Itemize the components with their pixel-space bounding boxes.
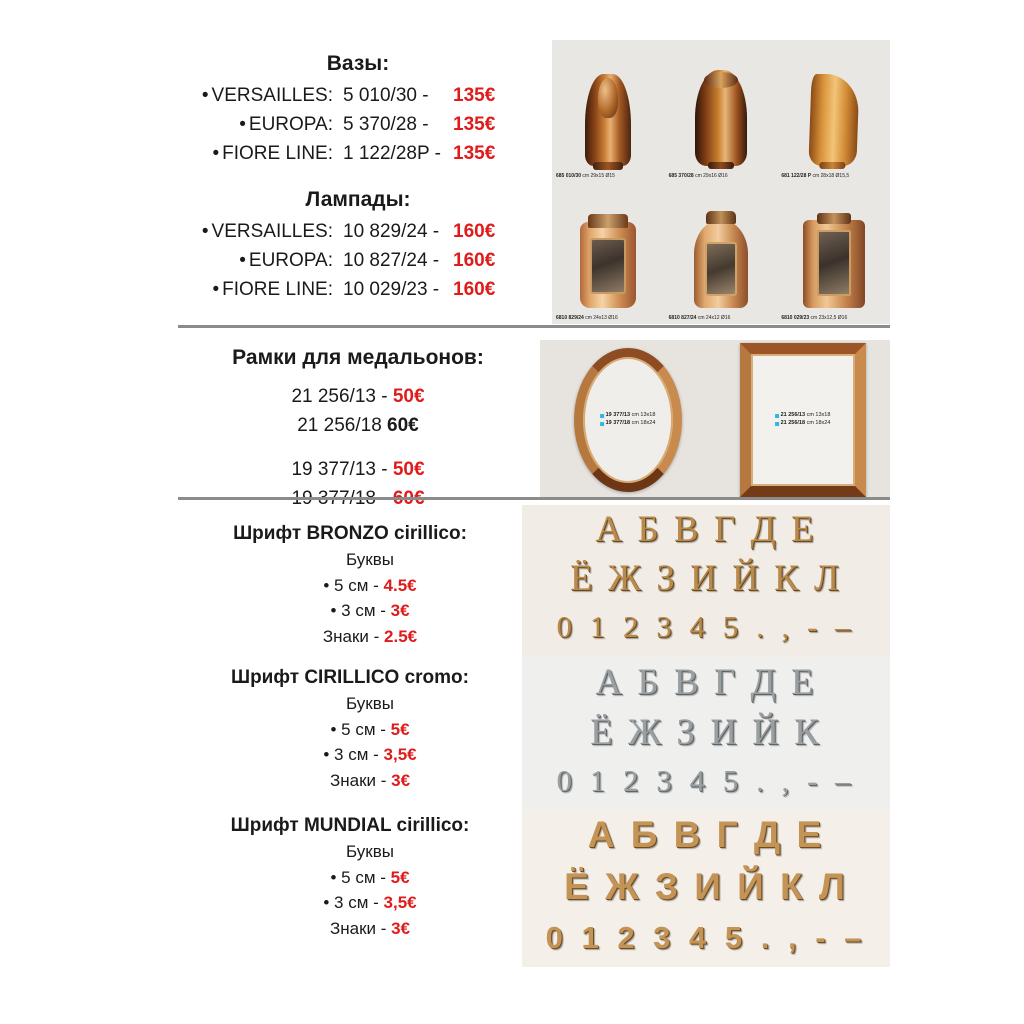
- lamps-row-code: 10 829/24 -: [343, 221, 440, 242]
- lamps-row-name: • VERSAILLES:: [201, 221, 333, 242]
- photo-caption: 6810 827/24 cm 24x12 Ø16: [668, 315, 731, 321]
- photo-caption: 6810 029/23 cm 23x12,5 Ø16: [781, 315, 848, 321]
- font-block-mundial: [178, 815, 522, 941]
- font-sample-row: 0 1 2 3 4 5 . , - –: [556, 609, 856, 644]
- divider-1: [178, 325, 890, 328]
- vases-row-price: 135€: [453, 142, 496, 164]
- frames-photo-panel: [540, 340, 890, 500]
- frame-label: 19 377/13 cm 13x18: [600, 412, 656, 420]
- font-block-cromo: [178, 667, 522, 793]
- font-sample-cromo: [522, 657, 890, 809]
- font-price-row: • 3 см - 3€: [330, 601, 410, 620]
- lamps-row-name: • FIORE LINE:: [212, 278, 333, 300]
- vases-title: Вазы:: [326, 52, 390, 75]
- photo-caption: 685 370/28 cm 29x16 Ø16: [668, 173, 728, 179]
- font-block-title: Шрифт CIRILLICO cromo:: [230, 667, 469, 688]
- font-sample-row: А Б В Г Д Е: [595, 661, 817, 703]
- font-block-title: Шрифт BRONZO cirillico:: [233, 523, 467, 544]
- lamps-row: [178, 276, 538, 305]
- product-photo-oval-frame: [540, 340, 715, 500]
- lamps-text-block: [178, 188, 538, 305]
- vases-row-name: • FIORE LINE:: [212, 142, 333, 164]
- frame-label-group: [775, 412, 831, 428]
- font-letters-label: Буквы: [346, 550, 394, 569]
- font-price-row: Знаки - 3€: [329, 918, 411, 938]
- font-sample-mundial: [522, 809, 890, 967]
- lamps-row-code: 10 827/24 -: [343, 249, 440, 271]
- font-price-row: • 3 см - 3,5€: [323, 893, 417, 912]
- product-photo-vase-versailles: [552, 40, 665, 182]
- vases-row: [178, 111, 538, 140]
- frames-price-line: 21 256/13 - 50€: [291, 386, 425, 407]
- lamps-row-price: 160€: [453, 278, 496, 300]
- vases-row-name: • VERSAILLES:: [201, 85, 333, 106]
- frame-label: 21 256/18 cm 18x24: [775, 420, 831, 428]
- frame-label: 21 256/13 cm 13x18: [775, 412, 831, 420]
- vases-row-code: 1 122/28P -: [343, 142, 441, 164]
- product-photo-lamp-versailles: [552, 182, 665, 324]
- product-photo-vase-europa: [665, 40, 778, 182]
- font-sample-row: 0 1 2 3 4 5 . , - –: [556, 763, 856, 798]
- product-photo-lamp-europa: [665, 182, 778, 324]
- product-photo-vase-fiore-line: [777, 40, 890, 182]
- font-price-row: • 5 см - 4.5€: [323, 575, 417, 595]
- vases-row-code: 5 010/30 -: [343, 85, 429, 106]
- lamps-title: Лампады:: [305, 188, 411, 211]
- product-photo-lamp-fiore-line: [777, 182, 890, 324]
- font-price-row: • 3 см - 3,5€: [323, 745, 417, 764]
- font-price-row: Знаки - 2.5€: [322, 626, 418, 646]
- font-sample-row: Ё Ж З И Й К Л: [564, 866, 848, 907]
- font-sample-row: А Б В Г Д Е: [587, 814, 825, 855]
- frames-price-line: 21 256/18 60€: [297, 415, 419, 437]
- font-block-bronzo: [178, 523, 522, 649]
- vases-text-block: [178, 52, 538, 169]
- lamps-row-name: • EUROPA:: [239, 249, 333, 271]
- product-photo-rect-frame: [715, 340, 890, 500]
- font-price-row: • 5 см - 5€: [330, 867, 410, 887]
- vases-row-name: • EUROPA:: [239, 113, 333, 135]
- font-sample-bronzo: [522, 505, 890, 657]
- frames-title: Рамки для медальонов:: [232, 346, 484, 369]
- lamps-row: [178, 247, 538, 276]
- photo-caption: 6810 829/24 cm 24x13 Ø16: [556, 315, 618, 321]
- frame-label-group: [600, 412, 656, 428]
- font-sample-row: А Б В Г Д Е: [595, 508, 817, 550]
- lamps-row-price: 160€: [453, 221, 496, 242]
- vases-row-price: 135€: [453, 85, 496, 106]
- font-price-row: Знаки - 3€: [329, 770, 411, 790]
- frames-price-list: [178, 382, 538, 514]
- font-price-row: • 5 см - 5€: [330, 719, 410, 739]
- vases-row: [178, 140, 538, 169]
- frames-spacer: [178, 441, 538, 455]
- lamps-row-price: 160€: [453, 249, 496, 271]
- font-sample-row: Ё Ж З И Й К: [590, 711, 822, 753]
- font-letters-label: Буквы: [346, 694, 394, 713]
- frame-label: 19 377/18 cm 18x24: [600, 420, 656, 428]
- photo-caption: 685 010/30 cm 29x15 Ø15: [556, 173, 615, 179]
- font-block-title: Шрифт MUNDIAL cirillico:: [230, 815, 470, 836]
- font-letters-label: Буквы: [346, 842, 394, 861]
- vases-row-code: 5 370/28 -: [343, 113, 429, 135]
- photo-caption: 681 122/28 P cm 28x18 Ø15,5: [781, 173, 850, 179]
- lamps-row-code: 10 029/23 -: [343, 278, 440, 300]
- vases-row: [178, 82, 538, 111]
- font-sample-row: Ё Ж З И Й К Л: [569, 557, 842, 599]
- vases-lamps-photo-grid: [552, 40, 890, 324]
- divider-2: [178, 497, 890, 500]
- frames-price-line: 19 377/13 - 50€: [291, 458, 425, 480]
- lamps-row: [178, 218, 538, 247]
- vases-row-price: 135€: [453, 113, 496, 135]
- font-sample-row: 0 1 2 3 4 5 . , - –: [545, 920, 867, 955]
